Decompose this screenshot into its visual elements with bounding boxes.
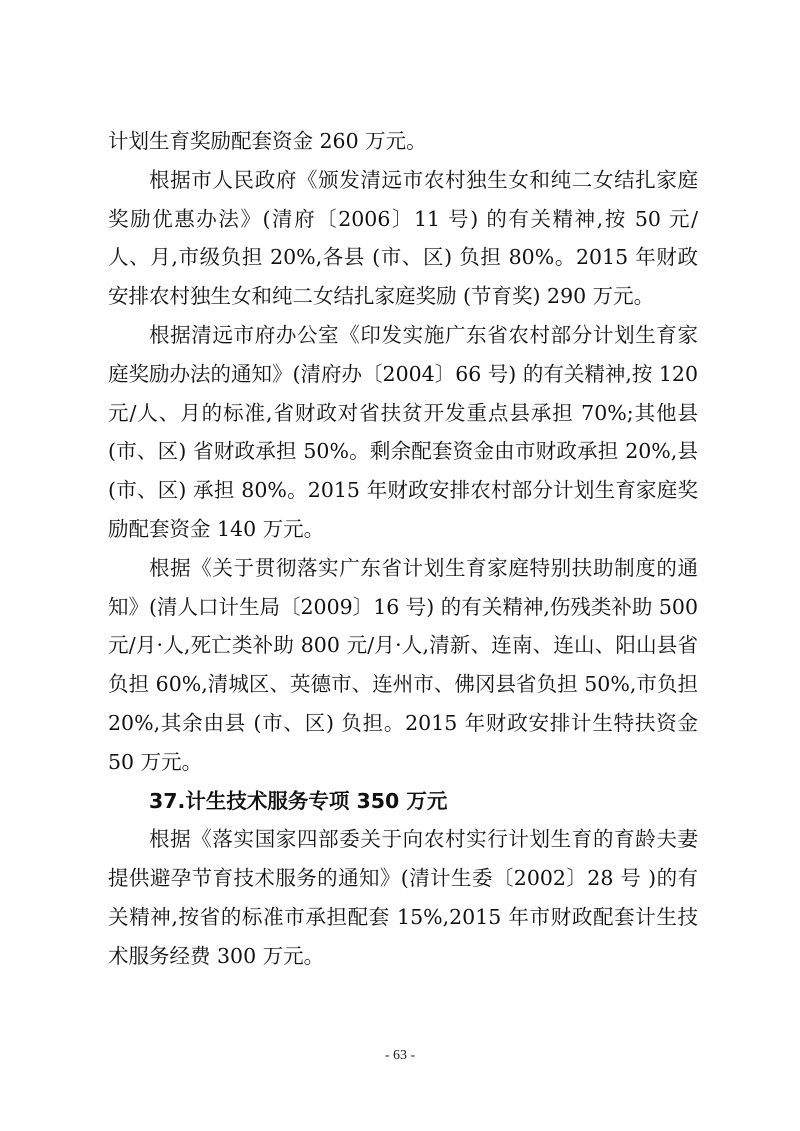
paragraph-only-daughter-reward: 根据市人民政府《颁发清远市农村独生女和纯二女结扎家庭奖励优惠办法》(清府〔2006〕11 号) 的有关精神,按 50 元/人、月,市级负担 20%,各县 (市、区) 负担 80%。2015 年财政安排农村独生女和纯二女结扎家庭奖励 (节育奖) 290 万元。: [108, 167, 698, 309]
paragraph-technical-service: 根据《落实国家四部委关于向农村实行计划生育的育龄夫妻提供避孕节育技术服务的通知》(清计生委〔2002〕28 号 )的有关精神,按省的标准市承担配套 15%,2015 年市财政配套计生技术服务经费 300 万元。: [108, 827, 698, 968]
page-number: - 63 -: [384, 1048, 416, 1063]
paragraph-continuation: 计划生育奖励配套资金 260 万元。: [108, 129, 427, 153]
paragraph-special-assistance: 根据《关于贯彻落实广东省计划生育家庭特别扶助制度的通知》(清人口计生局〔2009〕16 号) 的有关精神,伤残类补助 500 元/月·人,死亡类补助 800 元/月·人,清新、连南、连山、阳山县省负担 60%,清城区、英德市、连州市、佛冈县省负担 50%,市负担 20%,其余由县 (市、区) 负担。2015 年财政安排计生特扶资金 50 万元。: [108, 555, 698, 774]
paragraph-family-reward: 根据清远市府办公室《印发实施广东省农村部分计划生育家庭奖励办法的通知》(清府办〔2004〕66 号) 的有关精神,按 120 元/人、月的标准,省财政对省扶贫开发重点县承担 70%;其他县 (市、区) 省财政承担 50%。剩余配套资金由市财政承担 20%,县 (市、区) 承担 80%。2015 年财政安排农村部分计划生育家庭奖励配套资金 140 万元。: [108, 322, 698, 541]
section-heading: 37.计生技术服务专项 350 万元: [149, 788, 448, 813]
document-body: [108, 122, 698, 976]
